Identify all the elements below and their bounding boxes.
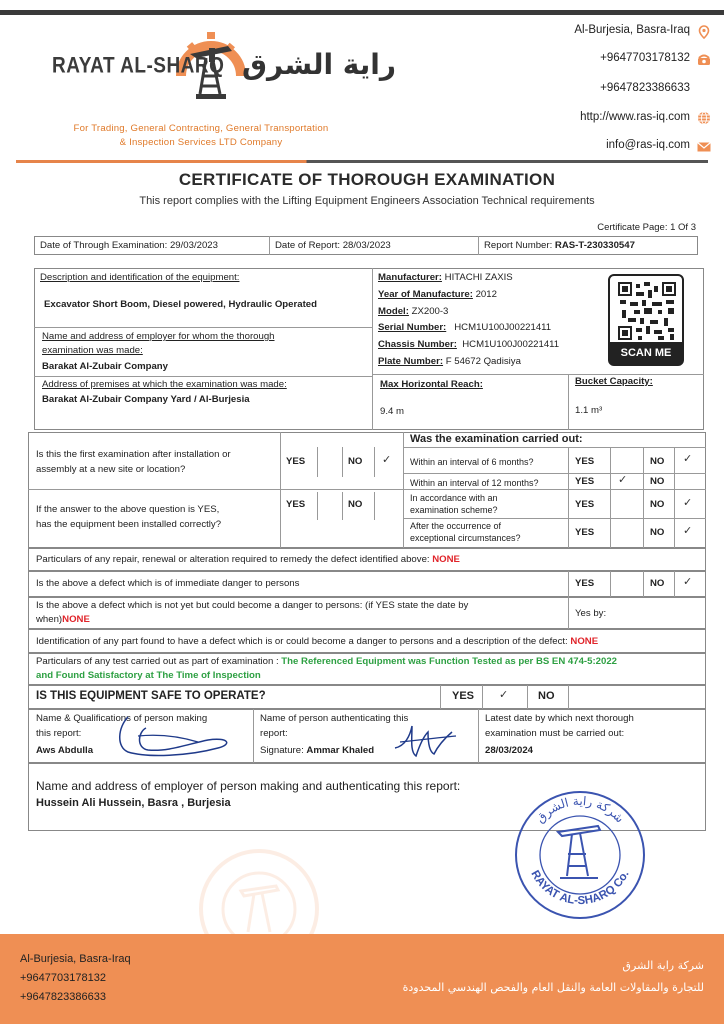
employer-value: Barakat Al-Zubair Company bbox=[42, 361, 168, 372]
c1-label: Within an interval of 6 months? bbox=[410, 457, 534, 467]
future-when: when) bbox=[36, 614, 63, 625]
test-line-1 bbox=[36, 656, 617, 668]
maker-label-1: Name & Qualifications of person making bbox=[36, 713, 208, 724]
contact-address: Al-Burjesia, Basra-Iraq bbox=[574, 24, 690, 36]
employer-label-1: Name and address of employer for whom the thorough bbox=[42, 331, 275, 342]
footer-company-ar: شركة راية الشرق bbox=[622, 959, 704, 972]
employer-auth-label: Name and address of employer of person making and authenticating this report: bbox=[36, 779, 461, 793]
future-value: NONE bbox=[62, 614, 90, 625]
q1-line-1: Is this the first examination after installation or bbox=[36, 449, 231, 460]
future-line-1: Is the above a defect which is not yet but could become a danger to persons: (if YES state the date by bbox=[36, 600, 469, 611]
safe-label: IS THIS EQUIPMENT SAFE TO OPERATE? bbox=[36, 690, 266, 702]
tagline-line-1: For Trading, General Contracting, General Transportation bbox=[73, 123, 329, 134]
globe-icon bbox=[697, 111, 711, 125]
qr-code-icon bbox=[618, 282, 676, 340]
c3-no[interactable]: NO bbox=[650, 499, 665, 510]
phone-icon bbox=[697, 53, 711, 67]
model-label: Model: bbox=[378, 306, 409, 317]
certificate-page-number: Certificate Page: 1 Of 3 bbox=[597, 222, 696, 233]
next-label-2: examination must be carried out: bbox=[485, 728, 625, 739]
bucket-value: 1.1 m³ bbox=[575, 405, 603, 416]
location-pin-icon bbox=[697, 25, 711, 39]
bucket-label: Bucket Capacity: bbox=[575, 376, 653, 387]
footer-address: Al-Burjesia, Basra-Iraq bbox=[20, 953, 131, 965]
manufacturer-value: HITACHI ZAXIS bbox=[444, 272, 513, 283]
test-value-1: The Referenced Equipment was Function Tested as per BS EN 474-5:2022 bbox=[281, 656, 617, 667]
header-divider bbox=[16, 160, 708, 163]
auth-signature-row bbox=[260, 745, 374, 757]
identification-value: NONE bbox=[570, 636, 599, 647]
auth-signature-icon bbox=[390, 718, 460, 762]
report-date: Date of Report: 28/03/2023 bbox=[275, 240, 391, 251]
footer-phone-2: +9647823386633 bbox=[20, 991, 106, 1003]
employer-auth-value: Hussein Ali Hussein, Basra , Burjesia bbox=[36, 797, 231, 809]
chassis-value: HCM1U100J00221411 bbox=[462, 339, 560, 350]
equipment-desc-value: Excavator Short Boom, Diesel powered, Hydraulic Operated bbox=[44, 299, 317, 310]
chassis-label: Chassis Number: bbox=[378, 339, 457, 350]
c4-no[interactable]: NO bbox=[650, 527, 665, 538]
identification-label: Identification of any part found to have a defect which is or could become a danger to persons and a description of the defect: bbox=[36, 636, 571, 647]
c2-yes[interactable]: YES bbox=[575, 476, 595, 487]
company-tagline bbox=[36, 122, 366, 150]
c1-no[interactable]: NO bbox=[650, 456, 665, 467]
serial-value: HCM1U100J00221411 bbox=[454, 322, 552, 333]
plate-label: Plate Number: bbox=[378, 356, 444, 367]
auth-label-2: report: bbox=[260, 728, 288, 739]
danger-yes[interactable]: YES bbox=[575, 578, 595, 589]
footer-phone-1: +9647703178132 bbox=[20, 972, 106, 984]
q1-no[interactable]: NO bbox=[348, 456, 363, 467]
danger-no-check-icon: ✓ bbox=[683, 575, 693, 588]
c4-yes[interactable]: YES bbox=[575, 527, 595, 538]
serial-row bbox=[378, 322, 551, 334]
reach-value: 9.4 m bbox=[380, 406, 404, 417]
report-number-value: RAS-T-230330547 bbox=[554, 240, 635, 251]
manufacturer-row bbox=[378, 272, 513, 284]
identification-text bbox=[36, 636, 598, 648]
contact-website[interactable]: http://www.ras-iq.com bbox=[580, 111, 690, 123]
q1-yes[interactable]: YES bbox=[286, 456, 306, 467]
c4-line-1: After the occurrence of bbox=[410, 521, 502, 531]
footer-contacts bbox=[20, 950, 131, 1007]
c3-line-1: In accordance with an bbox=[410, 493, 498, 503]
plate-row bbox=[378, 356, 521, 368]
footer-arabic bbox=[403, 955, 704, 999]
auth-label-1: Name of person authenticating this bbox=[260, 713, 409, 724]
next-label-1: Latest date by which next thorough bbox=[485, 713, 634, 724]
company-stamp-icon bbox=[512, 788, 648, 922]
q2-yes[interactable]: YES bbox=[286, 499, 306, 510]
qr-code-box[interactable] bbox=[608, 274, 684, 366]
equipment-desc-label: Description and identification of the equipment: bbox=[40, 272, 240, 283]
brand-name-en: RAYAT AL-SHARQ bbox=[52, 54, 225, 79]
c2-yes-check-icon: ✓ bbox=[618, 473, 628, 486]
stamp-arabic-text: شركة راية الشرق bbox=[533, 793, 627, 826]
danger-no[interactable]: NO bbox=[650, 578, 665, 589]
header-top-bar bbox=[0, 10, 724, 15]
c3-line-2: examination scheme? bbox=[410, 505, 498, 515]
repair-value: NONE bbox=[432, 554, 460, 565]
q1-line-2: assembly at a new site or location? bbox=[36, 464, 186, 475]
certificate-subtitle: This report complies with the Lifting Equipment Engineers Association Technical requirements bbox=[139, 195, 595, 207]
c1-yes[interactable]: YES bbox=[575, 456, 595, 467]
exam-date: Date of Through Examination: 29/03/2023 bbox=[40, 240, 218, 251]
employer-label-2: examination was made: bbox=[42, 345, 143, 356]
footer-services-ar: للتجارة والمقاولات العامة والنقل العام والفحص الهندسي المحدودة bbox=[402, 981, 704, 994]
contact-phone-1: +9647703178132 bbox=[600, 52, 690, 64]
c3-no-check-icon: ✓ bbox=[683, 496, 693, 509]
yes-by-label: Yes by: bbox=[575, 608, 607, 619]
svg-text:RAYAT AL-SHARQ Co. bbox=[528, 869, 631, 907]
repair-label: Particulars of any repair, renewal or alteration required to remedy the defect identified above: bbox=[36, 554, 433, 565]
maker-name: Aws Abdulla bbox=[36, 745, 94, 756]
manufacturer-label: Manufacturer: bbox=[378, 272, 442, 283]
c4-line-2: exceptional circumstances? bbox=[410, 533, 521, 543]
danger-label: Is the above a defect which is of immediate danger to persons bbox=[36, 578, 300, 589]
scan-me-label: SCAN ME bbox=[610, 342, 682, 364]
safe-no[interactable]: NO bbox=[538, 690, 555, 702]
c2-label: Within an interval of 12 months? bbox=[410, 478, 539, 488]
tagline-line-2: & Inspection Services LTD Company bbox=[119, 137, 283, 148]
auth-signature-label: Signature: bbox=[260, 745, 307, 756]
repair-text bbox=[36, 554, 460, 566]
contact-email[interactable]: info@ras-iq.com bbox=[606, 139, 690, 151]
chassis-row bbox=[378, 339, 559, 351]
reach-label: Max Horizontal Reach: bbox=[380, 379, 483, 390]
test-value-2: and Found Satisfactory at The Time of Inspection bbox=[36, 670, 261, 681]
auth-name: Ammar Khaled bbox=[306, 745, 375, 756]
q2-line-1: If the answer to the above question is YES, bbox=[36, 504, 220, 515]
safe-yes[interactable]: YES bbox=[452, 690, 475, 702]
plate-value: F 54672 Qadisiya bbox=[445, 356, 521, 367]
brand-name-ar: راية الشرق bbox=[242, 48, 397, 81]
year-value: 2012 bbox=[475, 289, 497, 300]
report-number bbox=[484, 240, 635, 252]
maker-label-2: this report: bbox=[36, 728, 82, 739]
q2-line-2: has the equipment been installed correctly? bbox=[36, 519, 222, 530]
future-line-2 bbox=[36, 614, 90, 626]
q2-no[interactable]: NO bbox=[348, 499, 363, 510]
q1-no-check-icon: ✓ bbox=[382, 453, 392, 466]
certificate-title: CERTIFICATE OF THOROUGH EXAMINATION bbox=[178, 170, 556, 189]
premises-label: Address of premises at which the examination was made: bbox=[42, 379, 287, 390]
c3-yes[interactable]: YES bbox=[575, 499, 595, 510]
stamp-english-text: RAYAT AL-SHARQ Co. bbox=[528, 868, 632, 908]
report-number-label: Report Number: bbox=[484, 240, 555, 251]
contact-phone-2: +9647823386633 bbox=[600, 82, 690, 94]
premises-value: Barakat Al-Zubair Company Yard / Al-Burjesia bbox=[42, 394, 250, 405]
maker-signature-icon bbox=[108, 712, 238, 760]
c2-no[interactable]: NO bbox=[650, 476, 665, 487]
year-row bbox=[378, 289, 497, 301]
svg-text:شركة راية الشرق bbox=[533, 794, 627, 826]
c4-no-check-icon: ✓ bbox=[683, 524, 693, 537]
year-label: Year of Manufacture: bbox=[378, 289, 473, 300]
model-value: ZX200-3 bbox=[411, 306, 449, 317]
test-label: Particulars of any test carried out as part of examination : bbox=[36, 656, 282, 667]
model-row bbox=[378, 306, 448, 318]
c1-no-check-icon: ✓ bbox=[683, 452, 693, 465]
next-date: 28/03/2024 bbox=[485, 745, 534, 756]
serial-label: Serial Number: bbox=[378, 322, 447, 333]
email-icon bbox=[697, 140, 711, 154]
safe-yes-check-icon: ✓ bbox=[499, 688, 509, 701]
carried-out-title: Was the examination carried out: bbox=[410, 433, 583, 445]
